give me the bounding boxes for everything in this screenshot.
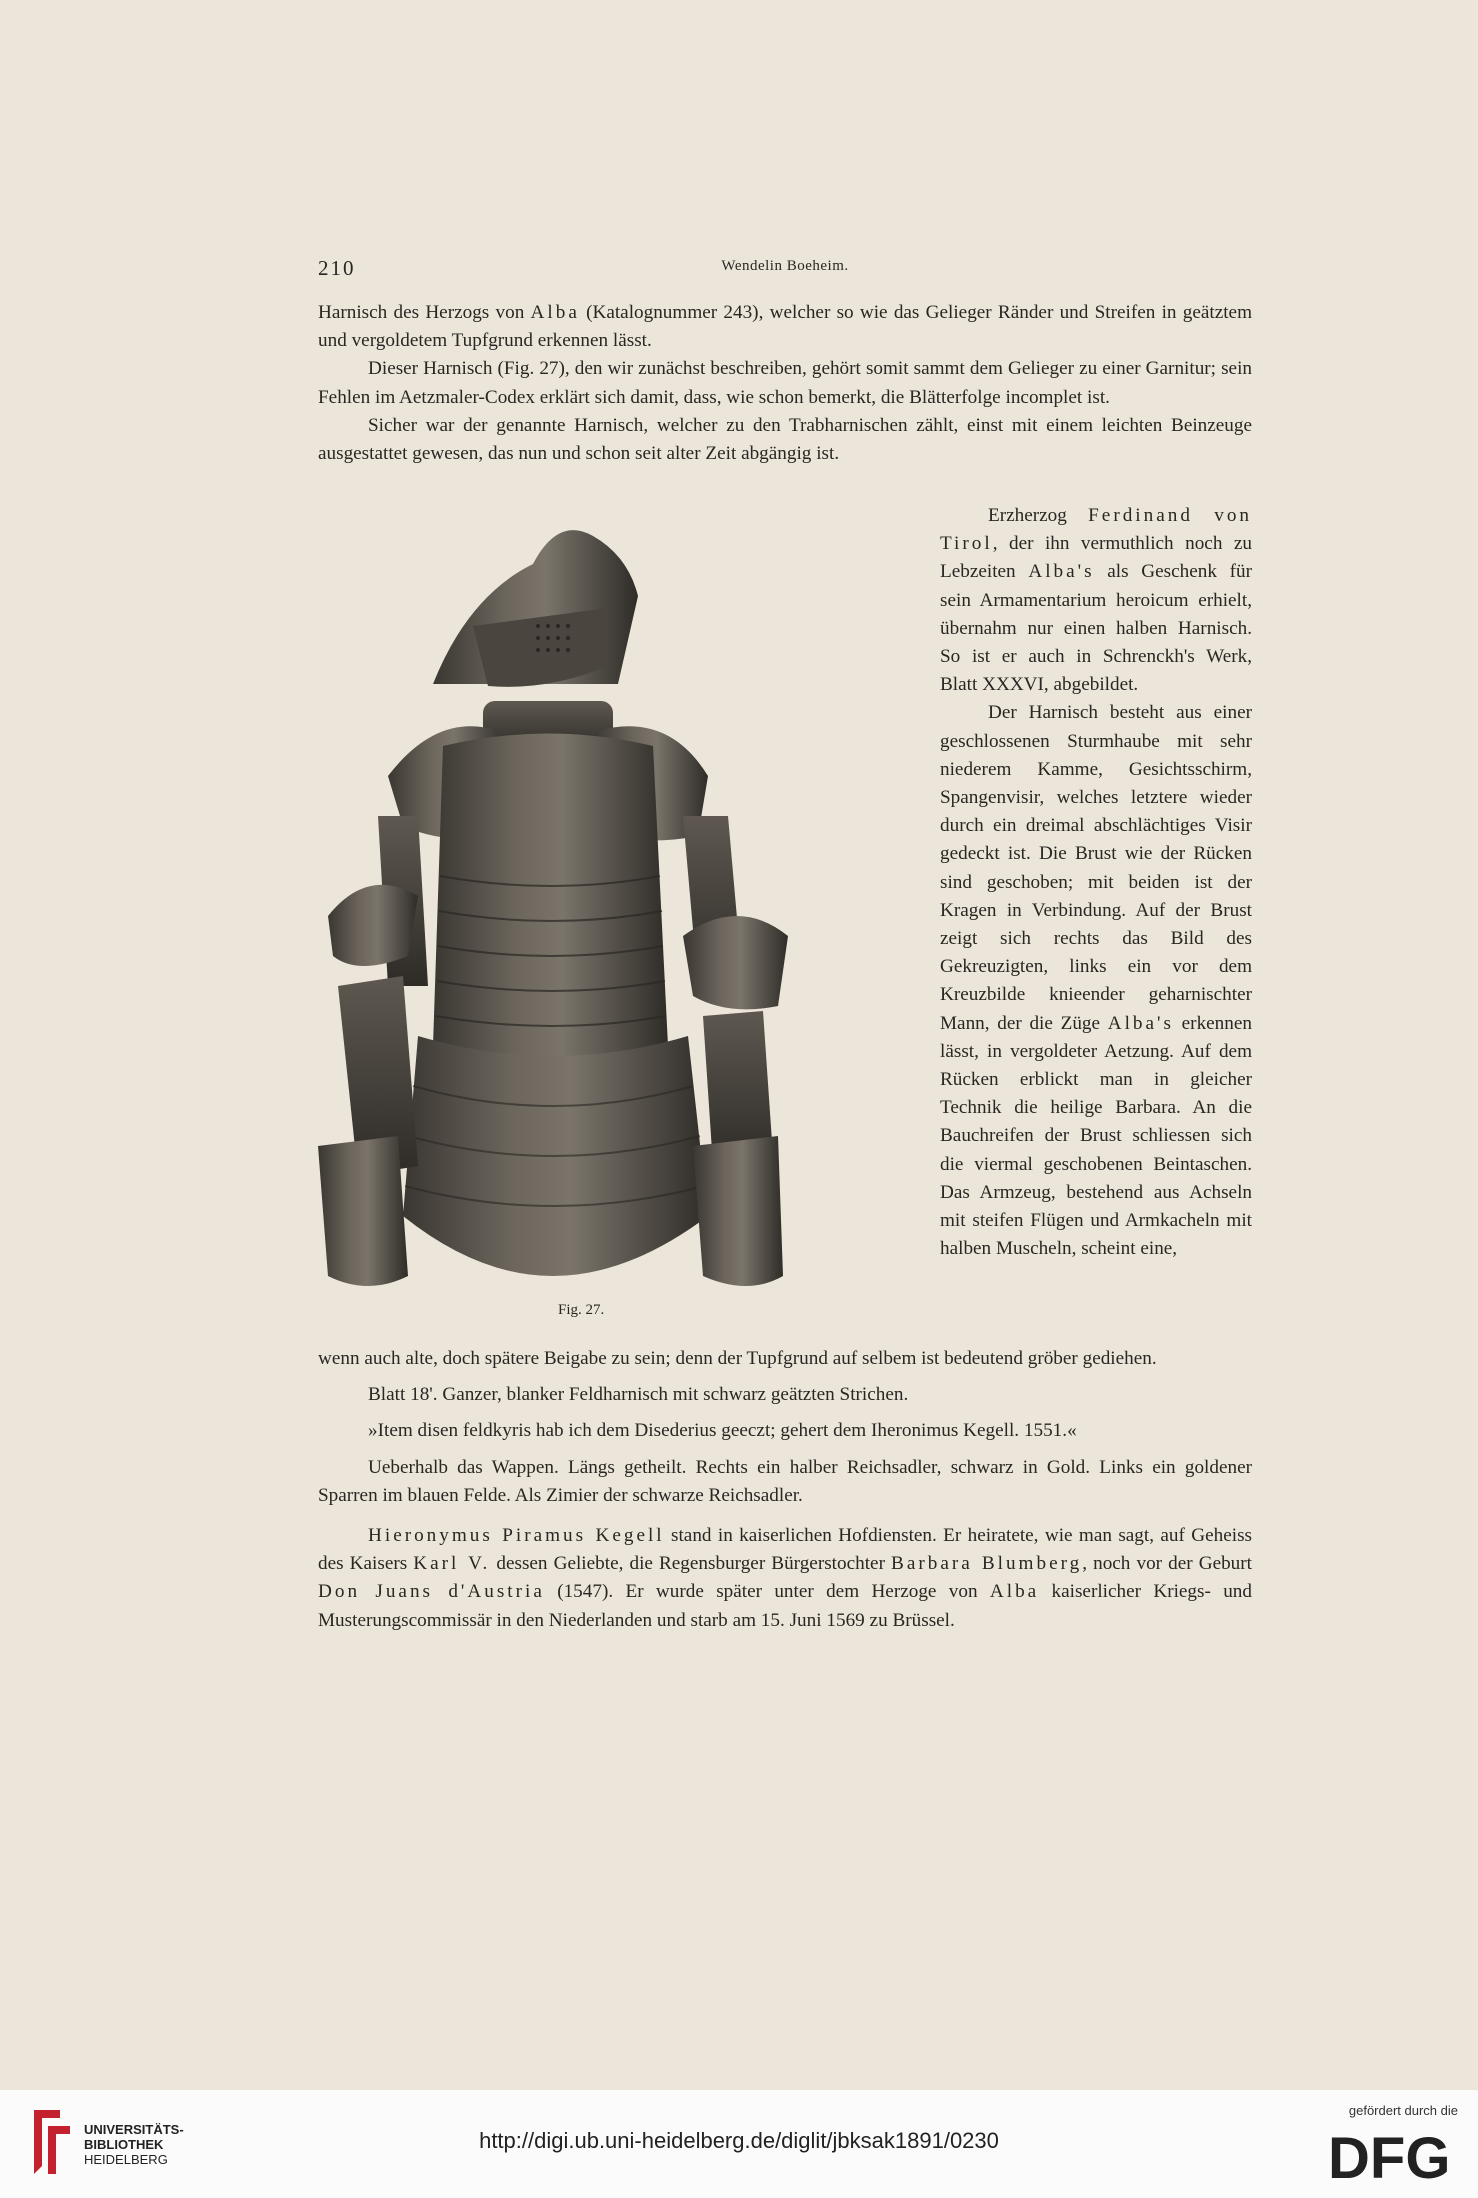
text-run: Erzherzog <box>988 505 1089 526</box>
paragraph-4: wenn auch alte, doch spätere Beigabe zu sein; denn der Tupfgrund auf selbem ist bedeutend gröber gediehen. <box>318 1348 1157 1369</box>
left-gauntlet <box>318 1136 408 1286</box>
upper-text <box>318 299 1252 468</box>
paragraph-1 <box>318 299 1252 355</box>
spaced-name: Don Juans d'Austria <box>318 1581 545 1603</box>
spaced-name: Karl V. <box>413 1553 491 1575</box>
text-run: (1547). Er wurde später unter dem Herzoge von <box>544 1581 990 1603</box>
right-elbow-cop <box>683 916 788 1009</box>
right-gauntlet <box>693 1136 783 1286</box>
spaced-name: Alba <box>989 1581 1040 1603</box>
side-column-text <box>940 502 1252 1263</box>
paragraph-8 <box>318 1522 1252 1635</box>
paragraph-2: Dieser Harnisch (Fig. 27), den wir zunächst beschreiben, gehört somit sammt dem Gelieger zu einer Garnitur; sein Fehlen im Aetzmaler-Codex erklärt sich damit, dass, wie schon bemerkt, die Blätterfolge incomplet ist. <box>318 358 1252 408</box>
paragraph-7: Ueberhalb das Wappen. Längs getheilt. Rechts ein halber Reichsadler, schwarz in Gold. Links ein goldener Sparren im blauen Felde. Als Zimier der schwarze Reichsadler. <box>318 1456 1252 1506</box>
text-run: kaiserlicher Kriegs- und Musterungscommissär in den Niederlanden und starb am 15. Juni 1569 zu Brüssel. <box>318 1581 1252 1631</box>
dfg-logo-text: DFG <box>1328 2128 1451 2184</box>
dfg-logo <box>1328 2128 1458 2189</box>
text-run: , der ihn vermuthlich noch zu Lebzeiten <box>940 533 1252 583</box>
text-run: (Katalognummer 243), welcher so wie das Gelieger Ränder und Streifen in geätztem und vergoldetem Tupfgrund erkennen lässt. <box>318 302 1252 352</box>
figure-caption: Fig. 27. <box>558 1302 605 1318</box>
paragraph-6: »Item disen feldkyris hab ich dem Disederius geeczt; gehert dem Iheronimus Kegell. 1551.« <box>368 1420 1077 1442</box>
text-run: stand in kaiserlichen Hofdiensten. Er heiratete, wie man sagt, auf Geheiss des Kaisers <box>318 1525 1253 1575</box>
text-run: erkennen lässt, in vergoldeter Aetzung. Auf dem Rücken erblickt man in gleicher Technik die heilige Barbara. An die Bauchreifen der Brust schliessen sich die viermal geschobenen Beintaschen. Das Armzeug, bestehend aus Achseln mit steifen Flügen und Armkacheln mit halben Muscheln, scheint eine, <box>940 1012 1252 1260</box>
spaced-name: Alba's <box>1028 561 1095 583</box>
spaced-name: Hieronymus Piramus Kegell <box>368 1525 665 1547</box>
text-run: , noch vor der Geburt <box>1082 1553 1252 1575</box>
spaced-name: Alba's <box>1107 1012 1174 1034</box>
permalink[interactable]: http://digi.ub.uni-heidelberg.de/diglit/jbksak1891/0230 <box>479 2128 999 2153</box>
lower-text <box>318 1345 1252 1635</box>
library-line-1: UNIVERSITÄTS- <box>84 2122 184 2137</box>
column-paragraph-2 <box>940 699 1252 1263</box>
running-head <box>318 256 1252 286</box>
text-run: dessen Geliebte, die Regensburger Bürgerstochter <box>490 1553 892 1575</box>
spaced-name: Ferdinand <box>1088 505 1193 526</box>
spaced-name: Barbara Blumberg <box>891 1553 1083 1575</box>
text-run <box>1193 505 1214 526</box>
column-paragraph-1 <box>940 502 1252 699</box>
half-armor-illustration <box>308 516 928 1300</box>
text-run: als Geschenk für sein Armamentarium heroicum erhielt, übernahm nur einen halben Harnisch. So ist er auch in Schrenckh's Werk, Blatt XXXVI, abgebildet. <box>940 561 1253 696</box>
breastplate <box>433 734 668 1067</box>
spaced-name: von Tirol <box>940 505 1252 555</box>
library-line-3: HEIDELBERG <box>84 2152 168 2167</box>
spaced-name: Alba <box>530 302 580 323</box>
armor-figure <box>308 516 928 1300</box>
text-run: Der Harnisch besteht aus einer geschlossenen Sturmhaube mit sehr niederem Kamme, Gesichtsschirm, Spangenvisir, welches letztere wieder durch ein dreimal abschlächtiges Visir gedeckt ist. Die Brust wie der Rücken sind geschoben; mit beiden ist der Kragen in Verbindung. Auf der Brust zeigt sich rechts das Bild des Gekreuzigten, links ein vor dem Kreuzbilde knieender geharnischter Mann, der die Züge <box>940 702 1252 1034</box>
running-title: Wendelin Boeheim. <box>721 258 849 274</box>
paragraph-5: Blatt 18'. Ganzer, blanker Feldharnisch mit schwarz geätzten Strichen. <box>368 1384 909 1406</box>
library-line-2: BIBLIOTHEK <box>84 2137 164 2152</box>
funding-note: gefördert durch die <box>1348 2103 1458 2118</box>
left-elbow-cop <box>328 885 418 966</box>
text-run: Harnisch des Herzogs von <box>318 302 531 323</box>
page-number: 210 <box>318 256 356 280</box>
paragraph-3: Sicher war der genannte Harnisch, welcher zu den Trabharnischen zählt, einst mit einem leichten Beinzeuge ausgestattet gewesen, das nun und schon seit alter Zeit abgängig ist. <box>318 414 1252 465</box>
